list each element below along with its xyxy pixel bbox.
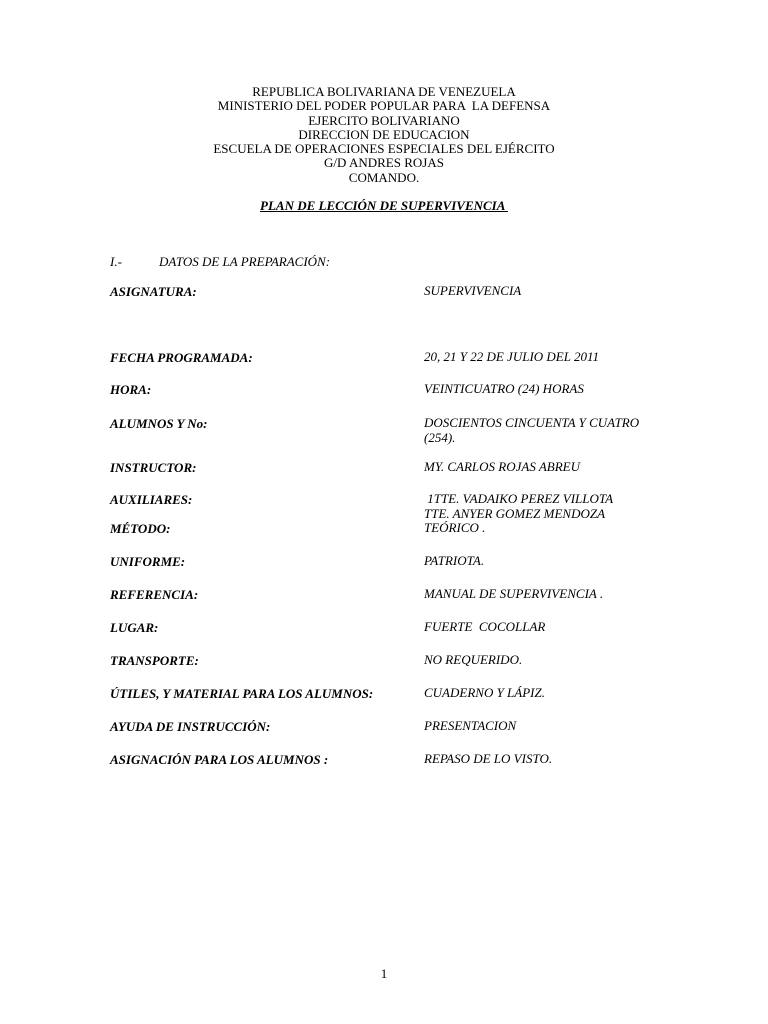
field-label-referencia: REFERENCIA: [110,587,199,602]
field-label-utiles: ÚTILES, Y MATERIAL PARA LOS ALUMNOS: [110,686,374,701]
field-value-asignatura: SUPERVIVENCIA [424,283,522,298]
field-value-asignacion: REPASO DE LO VISTO. [424,751,553,766]
field-value-alumnos: DOSCIENTOS CINCUENTA Y CUATRO (254). [424,415,643,445]
field-value-hora: VEINTICUATRO (24) HORAS [424,381,584,396]
header-line-school: ESCUELA DE OPERACIONES ESPECIALES DEL EJÉRCITO [213,141,555,157]
field-label-auxiliares: AUXILIARES: [110,492,193,507]
section-label: DATOS DE LA PREPARACIÓN: [159,254,331,269]
header-line-country: REPUBLICA BOLIVARIANA DE VENEZUELA [252,84,516,99]
field-label-asignatura: ASIGNATURA: [110,284,197,299]
field-value-instructor: MY. CARLOS ROJAS ABREU [424,459,580,474]
document-header [0,85,768,185]
field-label-hora: HORA: [110,382,152,397]
field-value-auxiliares-1: 1TTE. VADAIKO PEREZ VILLOTA [424,491,614,506]
field-label-asignacion: ASIGNACIÓN PARA LOS ALUMNOS : [110,752,329,767]
field-value-fecha: 20, 21 Y 22 DE JULIO DEL 2011 [424,349,600,364]
header-line-namesake: G/D ANDRES ROJAS [324,155,444,171]
field-value-ayuda: PRESENTACION [424,718,517,733]
field-label-metodo: MÉTODO: [110,521,171,536]
field-label-uniforme: UNIFORME: [110,554,186,569]
field-label-lugar: LUGAR: [110,620,159,635]
field-value-transporte: NO REQUERIDO. [424,652,523,667]
field-value-uniforme: PATRIOTA. [424,553,485,568]
field-value-utiles: CUADERNO Y LÁPIZ. [424,685,545,700]
header-line-army: EJERCITO BOLIVARIANO [308,112,460,128]
page-number: 1 [380,966,388,981]
field-label-transporte: TRANSPORTE: [110,653,199,668]
document-title: PLAN DE LECCIÓN DE SUPERVIVENCIA [260,198,508,213]
field-value-auxiliares-2: TTE. ANYER GOMEZ MENDOZA [424,506,606,521]
section-heading [110,254,330,270]
field-label-ayuda: AYUDA DE INSTRUCCIÓN: [110,719,271,734]
field-label-fecha: FECHA PROGRAMADA: [110,350,253,365]
field-label-instructor: INSTRUCTOR: [110,460,197,475]
field-label-alumnos: ALUMNOS Y No: [110,416,208,431]
header-line-ministry: MINISTERIO DEL PODER POPULAR PARA LA DEFENSA [217,98,551,114]
header-line-command: COMANDO. [348,169,420,185]
section-number: I.- [110,254,122,269]
header-line-direction: DIRECCION DE EDUCACION [298,126,470,142]
field-value-lugar: FUERTE COCOLLAR [424,619,546,634]
field-value-metodo: TEÓRICO . [424,520,486,535]
field-value-referencia: MANUAL DE SUPERVIVENCIA . [424,586,604,601]
